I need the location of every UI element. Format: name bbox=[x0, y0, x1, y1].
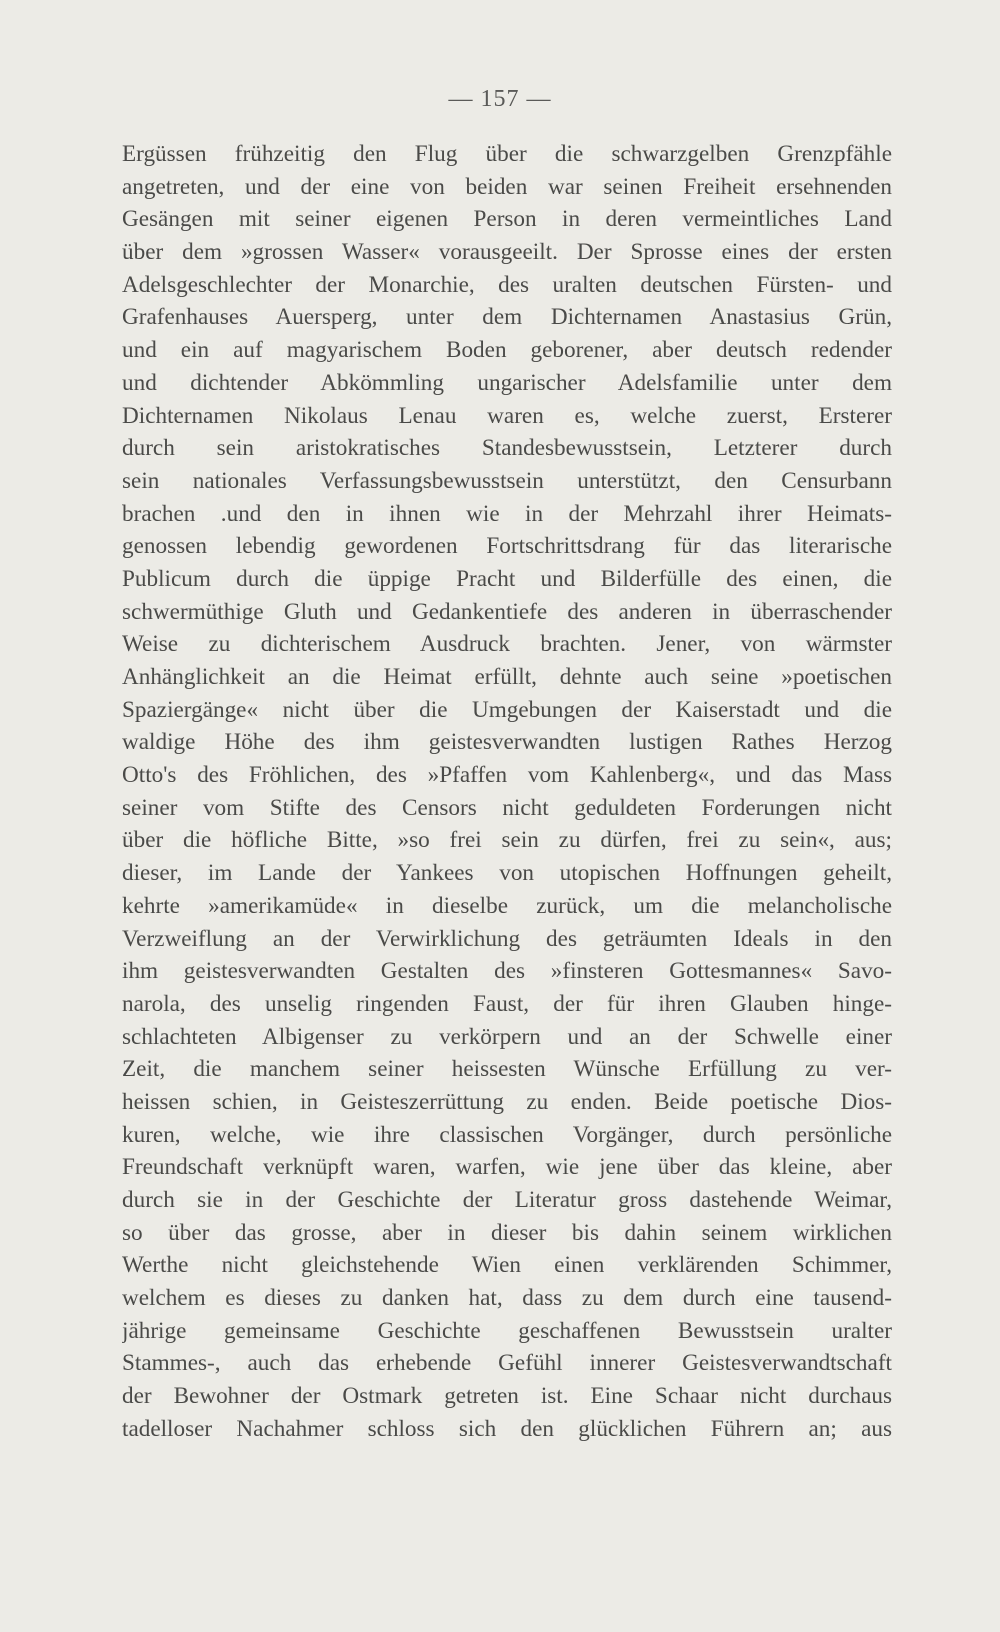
text-line: und dichtender Abkömmling ungarischer Adelsfamilie unter dem bbox=[122, 369, 892, 396]
text-line: Gesängen mit seiner eigenen Person in deren vermeintliches Land bbox=[122, 206, 892, 233]
text-line: Freundschaft verknüpft waren, warfen, wie jene über das kleine, aber bbox=[122, 1154, 892, 1181]
text-line: durch sie in der Geschichte der Literatur gross dastehende Weimar, bbox=[122, 1187, 892, 1213]
text-line: Anhänglichkeit an die Heimat erfüllt, dehnte auch seine »poetischen bbox=[122, 664, 892, 690]
text-line: narola, des unselig ringenden Faust, der für ihren Glauben hinge- bbox=[122, 990, 892, 1017]
text-line: Weise zu dichterischem Ausdruck brachten. Jener, von wärmster bbox=[122, 631, 892, 658]
text-line: brachen .und den in ihnen wie in der Mehrzahl ihrer Heimats- bbox=[122, 500, 892, 527]
text-line: heissen schien, in Geisteszerrüttung zu enden. Beide poetische Dios- bbox=[122, 1088, 892, 1115]
text-line: schlachteten Albigenser zu verkörpern und an der Schwelle einer bbox=[122, 1023, 892, 1050]
text-line: über dem »grossen Wasser« vorausgeeilt. Der Sprosse eines der ersten bbox=[122, 239, 892, 266]
text-line: angetreten, und der eine von beiden war seinen Freiheit ersehnenden bbox=[122, 173, 892, 200]
text-line: ihm geistesverwandten Gestalten des »finsteren Gottesmannes« Savo- bbox=[122, 958, 892, 985]
text-line: Verzweiflung an der Verwirklichung des geträumten Ideals in den bbox=[122, 925, 892, 952]
text-line: seiner vom Stifte des Censors nicht geduldeten Forderungen nicht bbox=[122, 794, 892, 821]
text-line: Grafenhauses Auersperg, unter dem Dichternamen Anastasius Grün, bbox=[122, 304, 892, 331]
text-line: durch sein aristokratisches Standesbewusstsein, Letzterer durch bbox=[122, 435, 892, 462]
text-line: so über das grosse, aber in dieser bis dahin seinem wirklichen bbox=[122, 1219, 892, 1246]
text-line: Publicum durch die üppige Pracht und Bilderfülle des einen, die bbox=[122, 565, 892, 592]
text-line: Ergüssen frühzeitig den Flug über die schwarzgelben Grenzpfähle bbox=[122, 141, 892, 167]
text-line: Otto's des Fröhlichen, des »Pfaffen vom Kahlenberg«, und das Mass bbox=[122, 762, 892, 789]
text-line: Dichternamen Nikolaus Lenau waren es, welche zuerst, Ersterer bbox=[122, 402, 892, 429]
text-line: Zeit, die manchem seiner heissesten Wünsche Erfüllung zu ver- bbox=[122, 1056, 892, 1083]
text-line: dieser, im Lande der Yankees von utopischen Hoffnungen geheilt, bbox=[122, 860, 892, 887]
text-line: sein nationales Verfassungsbewusstsein unterstützt, den Censurbann bbox=[122, 467, 892, 494]
text-line: Stammes-, auch das erhebende Gefühl innerer Geistesverwandtschaft bbox=[122, 1350, 892, 1377]
page-number: — 157 — bbox=[448, 86, 552, 112]
body-text bbox=[122, 138, 892, 1446]
text-line: kehrte »amerikamüde« in dieselbe zurück, um die melancholische bbox=[122, 892, 892, 919]
text-line: Werthe nicht gleichstehende Wien einen verklärenden Schimmer, bbox=[122, 1252, 892, 1279]
text-line: Adelsgeschlechter der Monarchie, des uralten deutschen Fürsten- und bbox=[122, 271, 892, 298]
text-line: schwermüthige Gluth und Gedankentiefe des anderen in überraschender bbox=[122, 598, 892, 625]
text-line: Spaziergänge« nicht über die Umgebungen der Kaiserstadt und die bbox=[122, 696, 892, 723]
text-line: tadelloser Nachahmer schloss sich den glücklichen Führern an; aus bbox=[122, 1415, 892, 1442]
text-line: über die höfliche Bitte, »so frei sein zu dürfen, frei zu sein«, aus; bbox=[122, 827, 892, 854]
text-line: und ein auf magyarischem Boden geborener, aber deutsch redender bbox=[122, 337, 892, 364]
text-line: kuren, welche, wie ihre classischen Vorgänger, durch persönliche bbox=[122, 1121, 892, 1148]
text-line: welchem es dieses zu danken hat, dass zu dem durch eine tausend- bbox=[122, 1285, 892, 1312]
text-line: der Bewohner der Ostmark getreten ist. Eine Schaar nicht durchaus bbox=[122, 1383, 892, 1410]
text-line: jährige gemeinsame Geschichte geschaffenen Bewusstsein uralter bbox=[122, 1317, 892, 1344]
text-line: waldige Höhe des ihm geistesverwandten lustigen Rathes Herzog bbox=[122, 729, 892, 756]
text-line: genossen lebendig gewordenen Fortschrittsdrang für das literarische bbox=[122, 533, 892, 560]
